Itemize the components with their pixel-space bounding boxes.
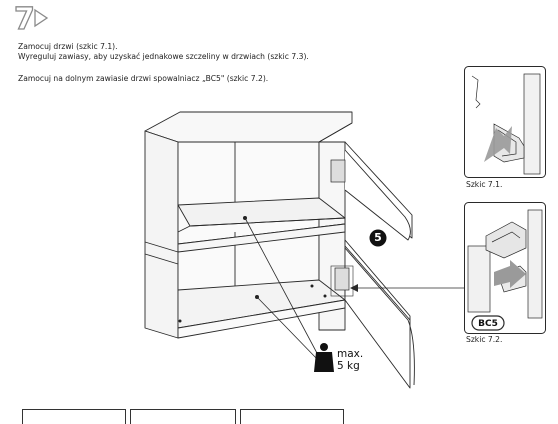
weight-limit [337, 348, 363, 372]
sketch-7-2 [464, 202, 546, 334]
weight-value: 5 kg [337, 360, 360, 372]
callout-number: 5 [374, 231, 382, 244]
footer-box-3 [240, 409, 344, 424]
sketch-7-2-label: Szkic 7.2. [466, 335, 503, 344]
step-number: 7 [14, 2, 35, 37]
sketch-7-1-label: Szkic 7.1. [466, 180, 503, 189]
instruction-line-1: Zamocuj drzwi (szkic 7.1). [18, 42, 118, 51]
sketch-7-1 [464, 66, 546, 178]
instruction-line-2: Wyreguluj zawiasy, aby uzyskać jednakowe szczeliny w drzwiach (szkic 7.3). [18, 52, 309, 62]
instruction-line-3: Zamocuj na dolnym zawiasie drzwi spowalniacz „BC5" (szkic 7.2). [18, 73, 269, 83]
footer-box-1 [22, 409, 126, 424]
weight-icon [314, 343, 334, 372]
footer-box-2 [130, 409, 236, 424]
bc5-badge: BC5 [478, 319, 498, 329]
weight-max-label: max. [337, 348, 364, 360]
